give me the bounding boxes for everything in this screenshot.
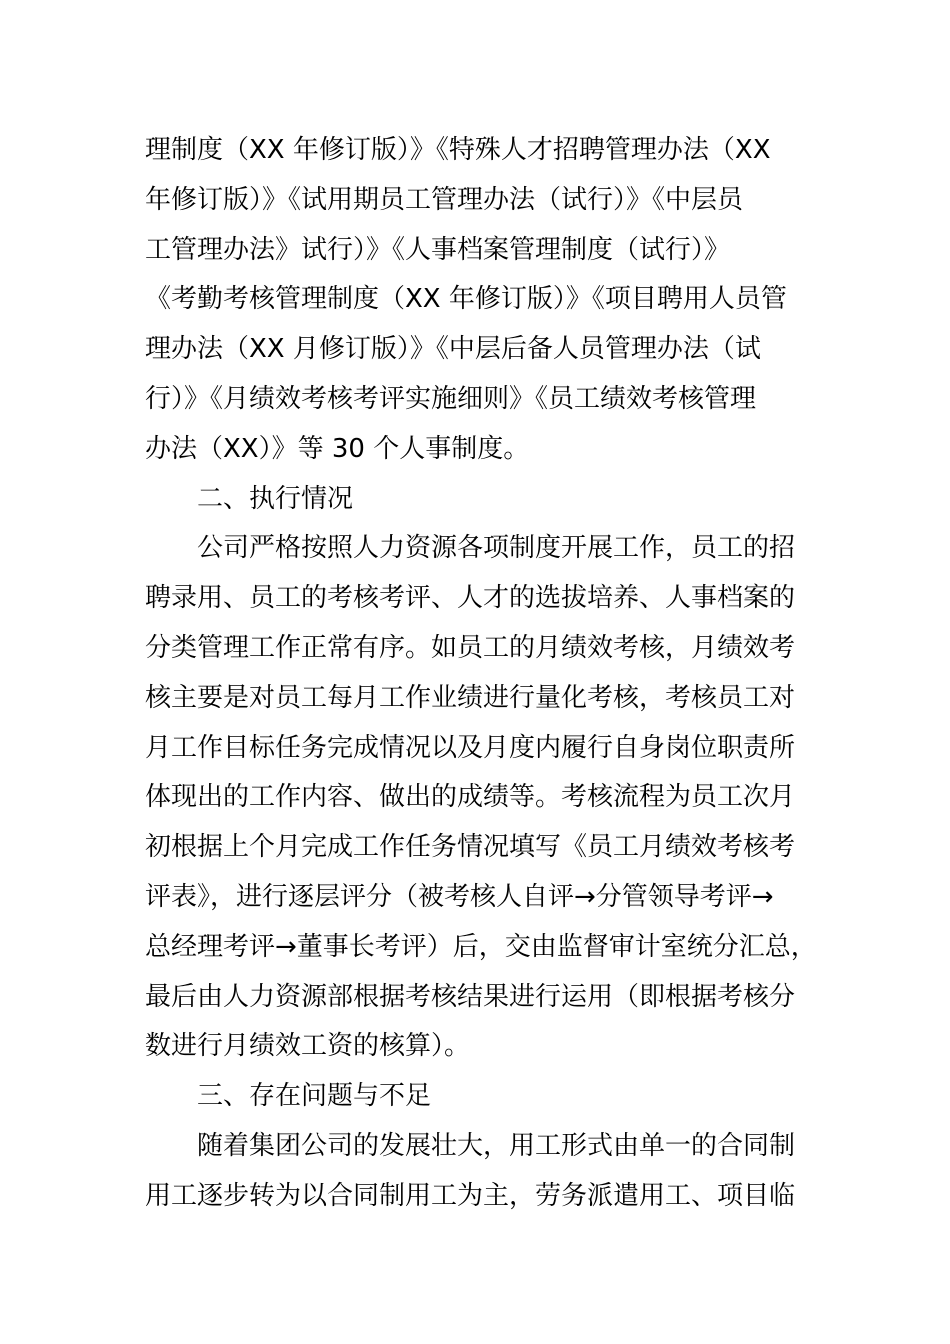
text-line: 《考勤考核管理制度（XX 年修订版）》《项目聘用人员管 xyxy=(145,284,787,315)
text-line: 聘录用、员工的考核考评、人才的选拔培养、人事档案的 xyxy=(145,583,796,614)
paragraph-first-line: 随着集团公司的发展壮大，用工形式由单一的合同制 xyxy=(197,1130,796,1161)
text-line: 最后由人力资源部根据考核结果进行运用（即根据考核分 xyxy=(145,981,796,1012)
text-line: 分类管理工作正常有序。如员工的月绩效考核，月绩效考 xyxy=(145,632,796,663)
text-line: 办法（XX）》等 30 个人事制度。 xyxy=(145,433,530,464)
text-line: 理办法（XX 月修订版）》《中层后备人员管理办法（试 xyxy=(145,334,761,365)
text-line: 初根据上个月完成工作任务情况填写《员工月绩效考核考 xyxy=(145,832,796,863)
text-line: 用工逐步转为以合同制用工为主，劳务派遣用工、项目临 xyxy=(145,1180,796,1211)
text-line: 数进行月绩效工资的核算）。 xyxy=(145,1031,471,1062)
text-line: 行）》《月绩效考核考评实施细则》《员工绩效考核管理 xyxy=(145,383,757,414)
section-heading: 二、执行情况 xyxy=(197,483,354,514)
document-body xyxy=(145,126,817,1222)
paragraph-first-line: 公司严格按照人力资源各项制度开展工作，员工的招 xyxy=(197,533,796,564)
text-line: 年修订版）》《试用期员工管理办法（试行）》《中层员 xyxy=(145,184,744,215)
text-line: 核主要是对员工每月工作业绩进行量化考核，考核员工对 xyxy=(145,682,796,713)
text-line: 月工作目标任务完成情况以及月度内履行自身岗位职责所 xyxy=(145,732,796,763)
text-line: 理制度（XX 年修订版）》《特殊人才招聘管理办法（XX xyxy=(145,135,771,165)
section-heading: 三、存在问题与不足 xyxy=(197,1081,432,1112)
text-line: 工管理办法》试行）》《人事档案管理制度（试行）》 xyxy=(145,234,731,265)
text-line: 总经理考评→董事长考评）后，交由监督审计室统分汇总， xyxy=(145,931,817,962)
text-line: 评表》，进行逐层评分（被考核人自评→分管领导考评→ xyxy=(145,881,774,912)
text-line: 体现出的工作内容、做出的成绩等。考核流程为员工次月 xyxy=(145,782,796,813)
